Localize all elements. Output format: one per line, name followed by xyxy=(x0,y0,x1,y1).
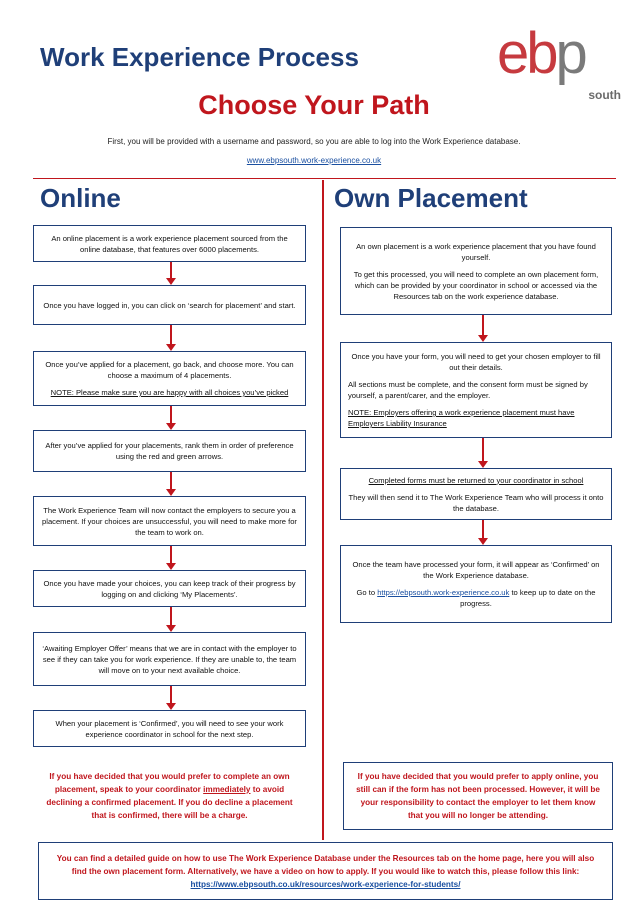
own-step-3-text-a: Completed forms must be returned to your coordinator in school xyxy=(368,475,584,485)
own-step-1-text-a: An own placement is a work experience placement that you have found yourself. xyxy=(356,241,596,262)
logo-subtext: south xyxy=(588,88,621,102)
online-step-7-text: ‘Awaiting Employer Offer’ means that we are in contact with the employer to see if they can take you for work experience. If they are unable to, the team will move on to your next available choice. xyxy=(42,643,297,675)
arrow-down-icon xyxy=(166,607,176,632)
online-switch-emphasis: immediately xyxy=(203,785,251,794)
online-step-3 xyxy=(33,351,306,406)
online-step-6 xyxy=(33,570,306,607)
online-step-2-text: Once you have logged in, you can click on ‘search for placement’ and start. xyxy=(43,300,296,310)
arrow-down-icon xyxy=(166,472,176,496)
online-switch-note xyxy=(33,762,306,830)
arrow-down-icon xyxy=(166,546,176,570)
online-switch-text-start: If you have decided that you would prefer to complete an own placement, speak to your coordinator xyxy=(49,772,290,794)
own-step-2 xyxy=(340,342,612,438)
intro-text: First, you will be provided with a username and password, so you are able to log into the Work Experience database. xyxy=(107,137,521,146)
own-step-1 xyxy=(340,227,612,315)
footer-note xyxy=(38,842,613,900)
own-step-1-text-b: To get this processed, you will need to complete an own placement form, which can be provided by your coordinator in school or accessed via the Resources tab on the work experience database. xyxy=(353,269,599,301)
arrow-down-icon xyxy=(166,262,176,285)
footer-text: You can find a detailed guide on how to use The Work Experience Database under the Resources tab on the home page, here you will also find the own placement form. Alternatively, we have a video on how to apply. If you would like to watch this, please follow this link: xyxy=(56,853,595,876)
page-subtitle: Choose Your Path xyxy=(198,90,430,120)
arrow-down-icon xyxy=(478,315,488,342)
own-step-2-text-b: All sections must be complete, and the consent form must be signed by yourself, a parent/carer, and the employer. xyxy=(348,380,588,400)
column-divider xyxy=(322,180,324,840)
footer-resources-link[interactable]: https://www.ebpsouth.co.uk/resources/work-experience-for-students/ xyxy=(190,879,461,889)
online-step-5-text: The Work Experience Team will now contact the employers to secure you a placement. If your choices are unsuccessful, you will need to make more for the team to work on. xyxy=(42,505,297,537)
online-step-3-text: Once you’ve applied for a placement, go back, and choose more. You can choose a maximum of 4 placements. xyxy=(45,360,294,380)
own-step-3-text-b: They will then send it to The Work Experience Team who will process it onto the database. xyxy=(348,492,604,513)
own-step-4 xyxy=(340,545,612,623)
logo-wordmark: ebp xyxy=(497,21,585,86)
online-step-1-text: An online placement is a work experience placement sourced from the online database, that features over 6000 placements. xyxy=(51,233,288,254)
page-title: Work Experience Process xyxy=(40,42,359,72)
own-switch-text: If you have decided that you would prefer to apply online, you still can if the form has not been processed. However, it will be your responsibility to contact the employer to let them know that you will no longer be attending. xyxy=(356,772,600,820)
own-switch-note xyxy=(343,762,613,830)
own-progress-link[interactable]: https://ebpsouth.work-experience.co.uk xyxy=(377,588,510,597)
online-step-6-text: Once you have made your choices, you can keep track of their progress by logging on and clicking ‘My Placements’. xyxy=(43,578,296,599)
online-step-1 xyxy=(33,225,306,262)
own-step-4-text-a: Once the team have processed your form, it will appear as ‘Confirmed’ on the Work Experience database. xyxy=(352,560,600,580)
online-switch-text-end: to avoid declining a confirmed placement. If you do decline a placement that is confirmed, there will be a charge. xyxy=(46,785,293,820)
own-step-3 xyxy=(340,468,612,520)
online-step-4 xyxy=(33,430,306,472)
own-placement-heading: Own Placement xyxy=(334,183,528,213)
online-step-3-note: NOTE: Please make sure you are happy with all choices you’ve picked xyxy=(50,388,289,397)
online-step-2 xyxy=(33,285,306,325)
online-heading: Online xyxy=(40,183,121,213)
arrow-down-icon xyxy=(166,406,176,430)
database-link[interactable]: www.ebpsouth.work-experience.co.uk xyxy=(246,156,382,165)
own-step-4-text-b-end: to keep up to date on the progress. xyxy=(460,588,596,608)
arrow-down-icon xyxy=(166,686,176,710)
own-step-4-text-b-start: Go to xyxy=(356,588,378,597)
header-divider xyxy=(33,178,616,179)
online-step-4-text: After you’ve applied for your placements, rank them in order of preference using the red and green arrows. xyxy=(45,441,294,461)
arrow-down-icon xyxy=(166,325,176,351)
own-step-2-note: NOTE: Employers offering a work experience placement must have Employers Liability Insurance xyxy=(348,408,575,428)
online-step-8-text: When your placement is ‘Confirmed’, you will need to see your work experience coordinator in school for the next step. xyxy=(55,718,284,739)
arrow-down-icon xyxy=(478,520,488,545)
online-step-8 xyxy=(33,710,306,747)
own-step-2-text-a: Once you have your form, you will need to get your chosen employer to fill out their details. xyxy=(351,352,601,372)
online-step-5 xyxy=(33,496,306,546)
arrow-down-icon xyxy=(478,438,488,468)
online-step-7 xyxy=(33,632,306,686)
